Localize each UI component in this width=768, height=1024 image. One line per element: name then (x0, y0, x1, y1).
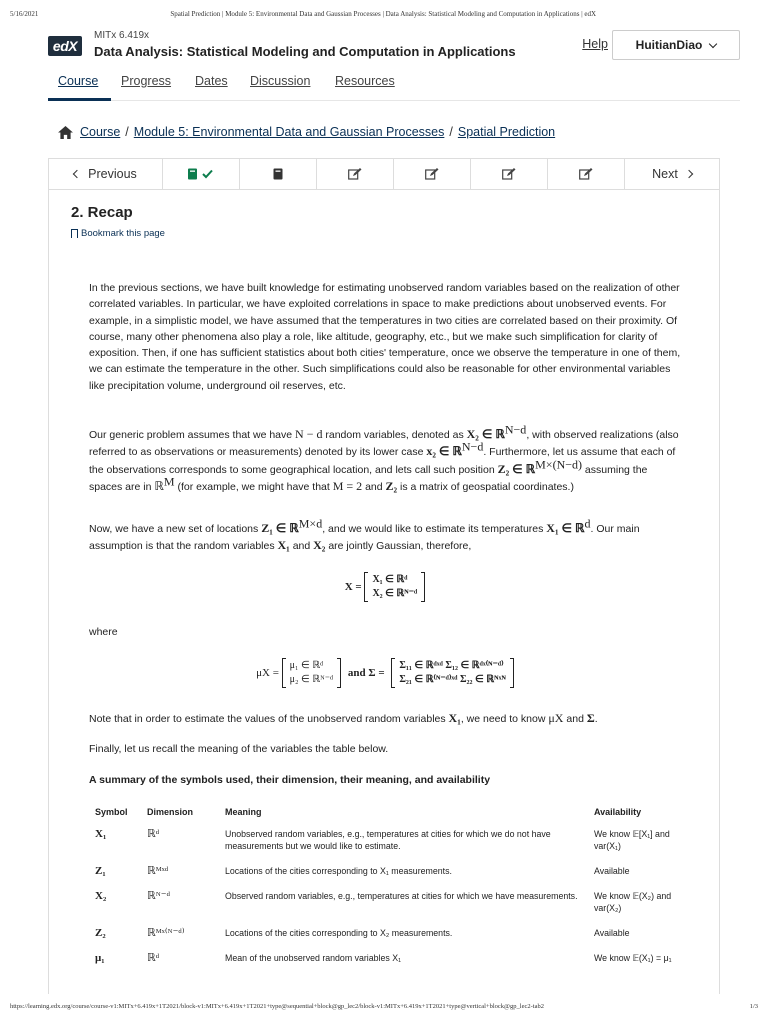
table-row (89, 924, 689, 949)
cell-availability: We know 𝔼(X₂) and var(X₂) (594, 891, 672, 913)
print-footer (10, 1003, 758, 1010)
cell-dimension: ℝᵈ (147, 828, 160, 840)
symbols-table (89, 803, 689, 974)
column-header: Dimension (147, 807, 194, 817)
username: HuitianDiao (635, 38, 703, 52)
table-row (89, 949, 689, 974)
table-row (89, 887, 689, 924)
edit-icon (425, 168, 439, 180)
breadcrumb-separator: / (449, 125, 453, 139)
tab-resources[interactable]: Resources (335, 74, 395, 88)
unit-tab-5[interactable] (471, 159, 548, 189)
book-check-icon (187, 168, 215, 180)
breadcrumb-course[interactable]: Course (80, 125, 121, 139)
breadcrumb-sequence[interactable]: Spatial Prediction (457, 125, 556, 139)
cell-symbol: Z₁ (95, 865, 106, 877)
unit-tab-2[interactable] (240, 159, 317, 189)
cell-symbol: Z₂ (95, 927, 106, 939)
book-icon (272, 168, 284, 180)
paragraph-recall: Finally, let us recall the meaning of the variables the table below. (89, 743, 389, 755)
cell-meaning: Unobserved random variables, e.g., temperatures at cities for which we do not have measurements but we would like to estimate. (225, 829, 551, 851)
unit-tab-3[interactable] (317, 159, 394, 189)
course-title: Data Analysis: Statistical Modeling and Computation in Applications (94, 44, 516, 59)
chevron-right-icon (685, 170, 693, 178)
tab-discussion[interactable]: Discussion (250, 74, 311, 88)
unit-tab-1[interactable] (163, 159, 240, 189)
table-row (89, 862, 689, 887)
cell-meaning: Locations of the cities corresponding to X₁ measurements. (225, 866, 452, 876)
cell-meaning: Locations of the cities corresponding to X₂ measurements. (225, 928, 453, 938)
cell-availability: Available (594, 928, 630, 938)
cell-availability: We know 𝔼(X₁) = μ₁ (594, 953, 672, 963)
bookmark-button[interactable]: Bookmark this page (71, 228, 165, 239)
bookmark-icon (71, 229, 78, 238)
cell-availability: We know 𝔼[X₁] and var(X₁) (594, 829, 670, 851)
cell-symbol: μ₁ (95, 952, 105, 964)
unit-tab-4[interactable] (394, 159, 471, 189)
home-icon (58, 126, 73, 139)
print-date: 5/16/2021 (10, 10, 39, 18)
cell-dimension: ℝᴹˣᵈ (147, 865, 169, 877)
print-header (10, 10, 758, 18)
cell-symbol: X₁ (95, 828, 107, 840)
cell-dimension: ℝᴹˣ⁽ᴺ⁻ᵈ⁾ (147, 927, 185, 939)
print-title: Spatial Prediction | Module 5: Environmental Data and Gaussian Processes | Data Analysis: Statistical Modeling and Computation in Applications | edX (170, 10, 597, 18)
equation-mu-sigma: μX = μ₁ ∈ ℝᵈ μ₂ ∈ ℝᴺ⁻ᵈ and Σ = Σ₁₁ ∈ ℝᵈˣᵈ Σ₁₂ ∈ ℝᵈˣ⁽ᴺ⁻ᵈ⁾ Σ₂₁ ∈ ℝ⁽ᴺ⁻ᵈ⁾ˣᵈ Σ₂₂ ∈ ℝᴺˣᴺ (49, 658, 720, 688)
cell-meaning: Observed random variables, e.g., temperatures at cities for which we have measurements. (225, 891, 578, 901)
cell-dimension: ℝᴺ⁻ᵈ (147, 890, 171, 902)
cell-availability: Available (594, 866, 630, 876)
equation-x: X = X₁ ∈ ℝᵈ X₂ ∈ ℝᴺ⁻ᵈ (49, 572, 720, 602)
unit-content (48, 190, 720, 994)
unit-title: 2. Recap (71, 204, 133, 221)
breadcrumb (58, 125, 555, 139)
next-button[interactable]: Next (625, 159, 719, 189)
course-number: MITx 6.419x (94, 30, 150, 41)
table-header-row (89, 803, 689, 825)
where-label: where (89, 626, 118, 638)
chevron-left-icon (73, 170, 81, 178)
edx-logo[interactable]: edX (48, 36, 82, 56)
user-menu-button[interactable] (612, 30, 740, 60)
course-tabs (48, 72, 740, 101)
breadcrumb-module[interactable]: Module 5: Environmental Data and Gaussian Processes (133, 125, 445, 139)
breadcrumb-separator: / (125, 125, 129, 139)
column-header: Symbol (95, 807, 128, 817)
table-title: A summary of the symbols used, their dimension, their meaning, and availability (89, 774, 491, 786)
paragraph-problem: Our generic problem assumes that we have N − d random variables, denoted as X₂ ∈ ℝ$^{N-d}$, with observed realizations (also referred to as observations or measurements) denoted by its lower case x₂ ∈ ℝ$^{N-d}$. Furthermore, let us assume that each of the observations corresponds to some geographical location, and lets call such position Z₂ ∈ ℝ$^{M\times(N-d)}$ assuming the spaces are in ℝ$^M$ (for example, we might have that M = 2 and Z₂ is a matrix of geospatial coordinates.) (89, 422, 679, 493)
tab-dates[interactable]: Dates (195, 74, 228, 88)
edit-icon (502, 168, 516, 180)
column-header: Availability (594, 807, 642, 817)
course-header (48, 28, 740, 64)
paragraph-assumption: Now, we have a new set of locations Z₁ ∈ ℝ$^{M\times d}$, and we would like to estimate its temperatures X₁ ∈ ℝ$^d$. Our main assumption is that the random variables X₁ and X₂ are jointly Gaussian, therefore, (89, 516, 640, 553)
cell-dimension: ℝᵈ (147, 952, 160, 964)
tab-course[interactable]: Course (58, 74, 99, 88)
edit-icon (348, 168, 362, 180)
column-header: Meaning (225, 807, 262, 817)
paragraph-note: Note that in order to estimate the values of the unobserved random variables X₁, we need to know μX and Σ. (89, 711, 598, 725)
edit-icon (579, 168, 593, 180)
cell-symbol: X₂ (95, 890, 107, 902)
help-link[interactable]: Help (582, 37, 608, 51)
table-row (89, 825, 689, 862)
print-url: https://learning.edx.org/course/course-v1:MITx+6.419x+1T2021/block-v1:MITx+6.419x+1T2021+type@sequential+block@gp_lec2/block-v1:MITx+6.419x+1T2021+type@vertical+block@gp_lec2-tab2 (10, 1003, 544, 1010)
sequence-navigation (48, 158, 720, 190)
chevron-down-icon (709, 39, 717, 47)
active-tab-indicator (48, 98, 111, 101)
paragraph-intro: In the previous sections, we have built knowledge for estimating unobserved random variables based on the realization of other correlated variables. In particular, we have exploited correlations in space to make predictions about unobserved events. For example, in a simplistic model, we have assumed that the temperatures in two cities are correlated based on their proximity. Of course, many other phenomena also play a role, like altitude, geography, etc., but we make such simplification for clarity of exposition. Then, if one has sufficient statistics about both cities' temperature, once we observe the temperature in one of them, we can estimate the temperature in the other. Such simplifications could also be reasonable for other environmental variables like precipitation volume, underground oil reserves, etc. (89, 282, 681, 392)
unit-tab-6[interactable] (548, 159, 625, 189)
tab-progress[interactable]: Progress (121, 74, 172, 88)
previous-button[interactable]: Previous (49, 159, 163, 189)
print-page-number: 1/3 (749, 1003, 758, 1010)
cell-meaning: Mean of the unobserved random variables X₁ (225, 953, 402, 963)
